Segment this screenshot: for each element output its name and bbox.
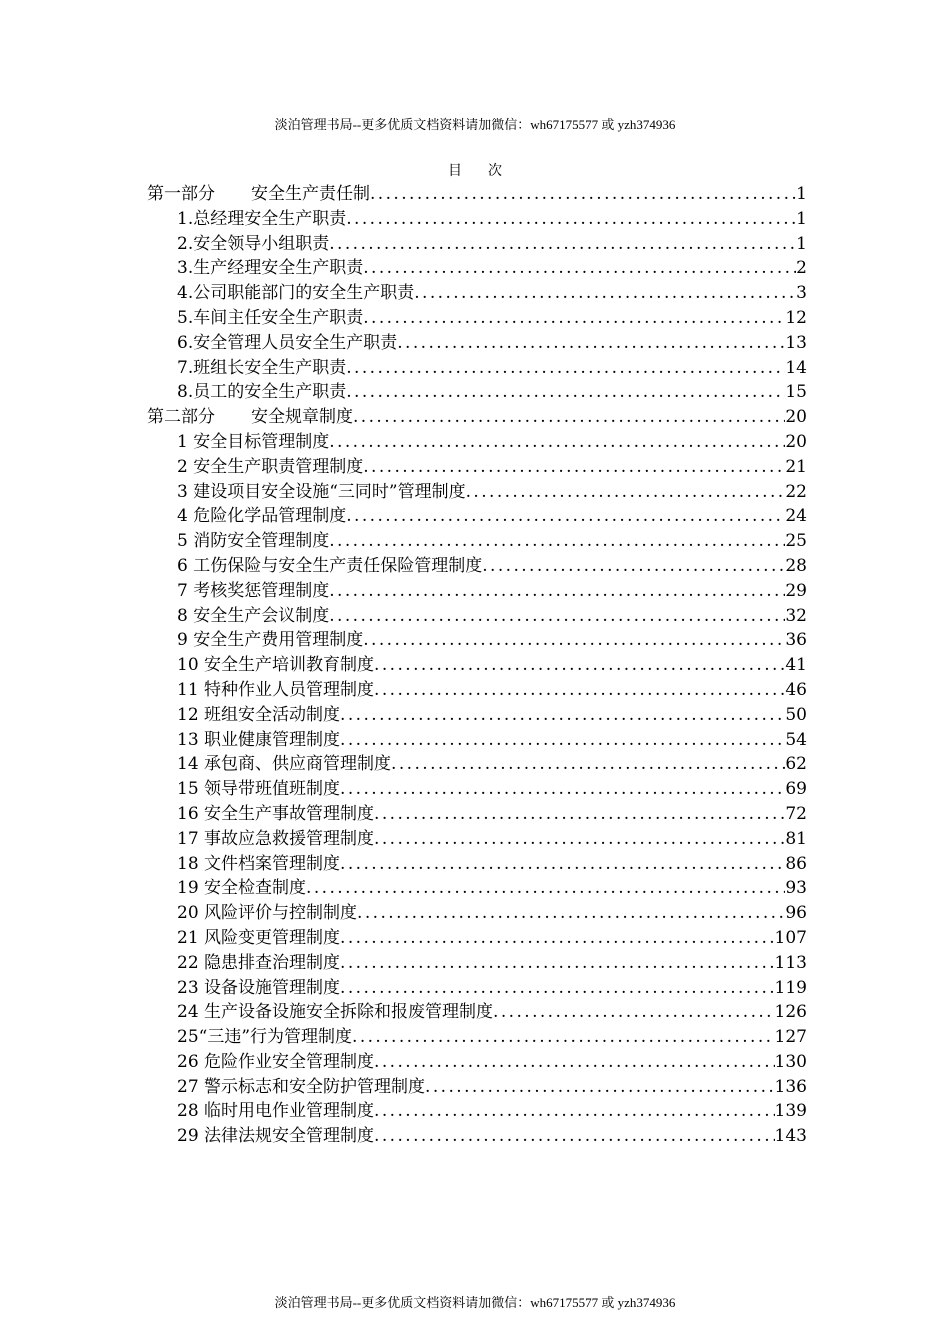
toc-entry[interactable] <box>147 554 807 579</box>
toc-entry-title: 3 建设项目安全设施“三同时”管理制度 <box>177 481 466 502</box>
toc-entry-title: 19 安全检查制度 <box>177 878 307 899</box>
toc-entry[interactable] <box>147 331 807 356</box>
toc-entry-title: 2.安全领导小组职责 <box>177 233 330 254</box>
toc-page-number: 50 <box>785 704 807 725</box>
toc-entry[interactable] <box>147 703 807 728</box>
toc-entry-title: 1.总经理安全生产职责 <box>177 208 347 229</box>
toc-entry[interactable] <box>147 777 807 802</box>
toc-entry[interactable] <box>147 455 807 480</box>
toc-leader-dots <box>340 852 785 877</box>
toc-leader-dots <box>363 455 785 480</box>
toc-entry-title: 8.员工的安全生产职责 <box>177 382 347 403</box>
toc-page-number: 32 <box>785 605 807 626</box>
toc-leader-dots <box>306 876 785 901</box>
toc-entry-title: 4 危险化学品管理制度 <box>177 506 347 527</box>
toc-entry-title: 7 考核奖惩管理制度 <box>177 580 330 601</box>
toc-entry[interactable] <box>147 976 807 1001</box>
toc-entry[interactable] <box>147 827 807 852</box>
toc-leader-dots <box>374 1050 775 1075</box>
toc-entry-title: 20 风险评价与控制制度 <box>177 903 358 924</box>
toc-entry[interactable] <box>147 1050 807 1075</box>
toc-entry-title: 28 临时用电作业管理制度 <box>177 1101 375 1122</box>
toc-entry-title: 14 承包商、供应商管理制度 <box>177 754 392 775</box>
page-footer: 淡泊管理书局--更多优质文档资料请加微信：wh67175577 或 yzh374936 <box>274 1295 676 1310</box>
toc-page-number: 21 <box>785 456 807 477</box>
toc-page-number: 62 <box>785 754 807 775</box>
toc-entry[interactable] <box>147 1124 807 1149</box>
toc-entry-title: 22 隐患排查治理制度 <box>177 952 341 973</box>
toc-entry-title: 13 职业健康管理制度 <box>177 729 341 750</box>
toc-page-number: 1 <box>796 184 807 204</box>
toc-title: 目次 <box>448 163 528 179</box>
toc-entry-title: 9 安全生产费用管理制度 <box>177 630 364 651</box>
toc-page-number: 86 <box>785 853 807 874</box>
toc-entry[interactable] <box>147 1099 807 1124</box>
toc-leader-dots <box>363 306 785 331</box>
toc-page-number: 20 <box>785 407 807 428</box>
toc-entry[interactable] <box>147 1000 807 1025</box>
toc-page-number: 93 <box>785 878 807 899</box>
toc-entry[interactable] <box>147 926 807 951</box>
toc-page-number: 72 <box>785 803 807 824</box>
toc-entry[interactable] <box>147 728 807 753</box>
toc-leader-dots <box>374 1099 775 1124</box>
toc-entry-title: 23 设备设施管理制度 <box>177 977 341 998</box>
toc-entry[interactable] <box>147 1075 807 1100</box>
toc-leader-dots <box>374 1124 775 1149</box>
toc-page-number: 25 <box>785 531 807 552</box>
toc-leader-dots <box>352 1025 775 1050</box>
toc-leader-dots <box>466 480 786 505</box>
toc-page-number: 1 <box>796 233 807 254</box>
toc-entry-title: 6 工伤保险与安全生产责任保险管理制度 <box>177 555 483 576</box>
toc-entry[interactable] <box>147 901 807 926</box>
toc-entry-title: 3.生产经理安全生产职责 <box>177 258 364 279</box>
toc-page-number: 126 <box>774 1002 807 1023</box>
toc-page-number: 136 <box>774 1076 807 1097</box>
table-of-contents <box>147 182 807 1149</box>
toc-leader-dots <box>340 926 775 951</box>
toc-leader-dots <box>329 430 785 455</box>
toc-leader-dots <box>425 1075 775 1100</box>
toc-leader-dots <box>397 331 785 356</box>
toc-page-number: 2 <box>796 258 807 279</box>
toc-page-number: 14 <box>785 357 807 378</box>
toc-leader-dots <box>340 951 775 976</box>
toc-entry[interactable] <box>147 579 807 604</box>
toc-leader-dots <box>374 678 785 703</box>
toc-leader-dots <box>340 728 785 753</box>
toc-leader-dots <box>391 752 785 777</box>
toc-leader-dots <box>414 281 796 306</box>
toc-entry-title: 29 法律法规安全管理制度 <box>177 1126 375 1147</box>
toc-leader-dots <box>329 529 785 554</box>
toc-page-number: 12 <box>785 307 807 328</box>
toc-part-title: 安全规章制度 <box>251 407 353 428</box>
toc-page-number: 20 <box>785 431 807 452</box>
toc-page-number: 107 <box>774 927 807 948</box>
toc-entry-title: 5 消防安全管理制度 <box>177 531 330 552</box>
toc-leader-dots <box>346 356 785 381</box>
toc-part-2[interactable] <box>147 405 807 430</box>
toc-page-number: 143 <box>774 1126 807 1147</box>
toc-entry[interactable] <box>147 678 807 703</box>
toc-part-label: 第二部分 <box>147 407 215 428</box>
toc-entry[interactable] <box>147 380 807 405</box>
toc-entry[interactable] <box>147 232 807 257</box>
toc-leader-dots <box>363 256 796 281</box>
toc-entry-title: 17 事故应急救援管理制度 <box>177 828 375 849</box>
toc-entry[interactable] <box>147 529 807 554</box>
toc-entry-title: 25“三违”行为管理制度 <box>177 1027 353 1048</box>
toc-entry[interactable] <box>147 951 807 976</box>
toc-entry-title: 11 特种作业人员管理制度 <box>177 679 375 700</box>
toc-entry[interactable] <box>147 306 807 331</box>
toc-leader-dots <box>482 554 785 579</box>
toc-page-number: 3 <box>796 283 807 304</box>
toc-leader-dots <box>374 827 785 852</box>
toc-leader-dots <box>329 604 785 629</box>
toc-leader-dots <box>493 1000 775 1025</box>
toc-entry-title: 7.班组长安全生产职责 <box>177 357 347 378</box>
toc-entry-title: 16 安全生产事故管理制度 <box>177 803 375 824</box>
toc-leader-dots <box>340 976 775 1001</box>
toc-entry-title: 5.车间主任安全生产职责 <box>177 307 364 328</box>
toc-page-number: 28 <box>785 555 807 576</box>
toc-entry-title: 24 生产设备设施安全拆除和报废管理制度 <box>177 1002 494 1023</box>
page-header: 淡泊管理书局--更多优质文档资料请加微信：wh67175577 或 yzh374936 <box>274 117 676 132</box>
toc-entry[interactable] <box>147 876 807 901</box>
toc-entry[interactable] <box>147 752 807 777</box>
toc-leader-dots <box>329 579 785 604</box>
toc-leader-dots <box>357 901 785 926</box>
toc-entry[interactable] <box>147 430 807 455</box>
toc-leader-dots <box>346 380 785 405</box>
toc-entry-title: 2 安全生产职责管理制度 <box>177 456 364 477</box>
toc-entry-title: 27 警示标志和安全防护管理制度 <box>177 1076 426 1097</box>
toc-entry[interactable] <box>147 852 807 877</box>
toc-entry-title: 18 文件档案管理制度 <box>177 853 341 874</box>
toc-part-title: 安全生产责任制 <box>251 184 370 204</box>
toc-page-number: 127 <box>774 1027 807 1048</box>
toc-leader-dots <box>374 802 785 827</box>
toc-leader-dots <box>340 703 785 728</box>
toc-entry[interactable] <box>147 1025 807 1050</box>
toc-entry-title: 15 领导带班值班制度 <box>177 779 341 800</box>
toc-leader-dots <box>329 232 796 257</box>
toc-page-number: 24 <box>785 506 807 527</box>
toc-page-number: 22 <box>785 481 807 502</box>
toc-page-number: 13 <box>785 332 807 353</box>
toc-entry-title: 1 安全目标管理制度 <box>177 431 330 452</box>
toc-entry[interactable] <box>147 653 807 678</box>
toc-page-number: 139 <box>774 1101 807 1122</box>
toc-entry-title: 12 班组安全活动制度 <box>177 704 341 725</box>
toc-page-number: 119 <box>774 977 807 998</box>
toc-page-number: 15 <box>785 382 807 403</box>
toc-page-number: 29 <box>785 580 807 601</box>
toc-entry[interactable] <box>147 256 807 281</box>
toc-leader-dots <box>370 182 796 207</box>
toc-entry[interactable] <box>147 281 807 306</box>
toc-entry-title: 8 安全生产会议制度 <box>177 605 330 626</box>
toc-page-number: 46 <box>785 679 807 700</box>
toc-entry[interactable] <box>147 356 807 381</box>
toc-part-label: 第一部分 <box>147 184 215 204</box>
toc-entry[interactable] <box>147 628 807 653</box>
toc-page-number: 96 <box>785 903 807 924</box>
toc-entry-title: 4.公司职能部门的安全生产职责 <box>177 283 415 304</box>
toc-page-number: 81 <box>785 828 807 849</box>
toc-entry[interactable] <box>147 802 807 827</box>
toc-entry-title: 21 风险变更管理制度 <box>177 927 341 948</box>
toc-entry-title: 10 安全生产培训教育制度 <box>177 655 375 676</box>
toc-leader-dots <box>374 653 785 678</box>
toc-leader-dots <box>363 628 785 653</box>
toc-leader-dots <box>346 504 785 529</box>
toc-entry[interactable] <box>147 207 807 232</box>
toc-page-number: 36 <box>785 630 807 651</box>
toc-leader-dots <box>353 405 785 430</box>
toc-entry-title: 6.安全管理人员安全生产职责 <box>177 332 398 353</box>
toc-entry[interactable] <box>147 604 807 629</box>
toc-leader-dots <box>340 777 785 802</box>
toc-page-number: 41 <box>785 655 807 676</box>
toc-page-number: 113 <box>774 952 807 973</box>
toc-entry[interactable] <box>147 504 807 529</box>
toc-entry-title: 26 危险作业安全管理制度 <box>177 1051 375 1072</box>
toc-page-number: 69 <box>785 779 807 800</box>
toc-entry[interactable] <box>147 480 807 505</box>
toc-page-number: 54 <box>785 729 807 750</box>
toc-leader-dots <box>346 207 796 232</box>
toc-part-1[interactable] <box>147 182 807 207</box>
toc-page-number: 1 <box>796 208 807 229</box>
toc-page-number: 130 <box>774 1051 807 1072</box>
